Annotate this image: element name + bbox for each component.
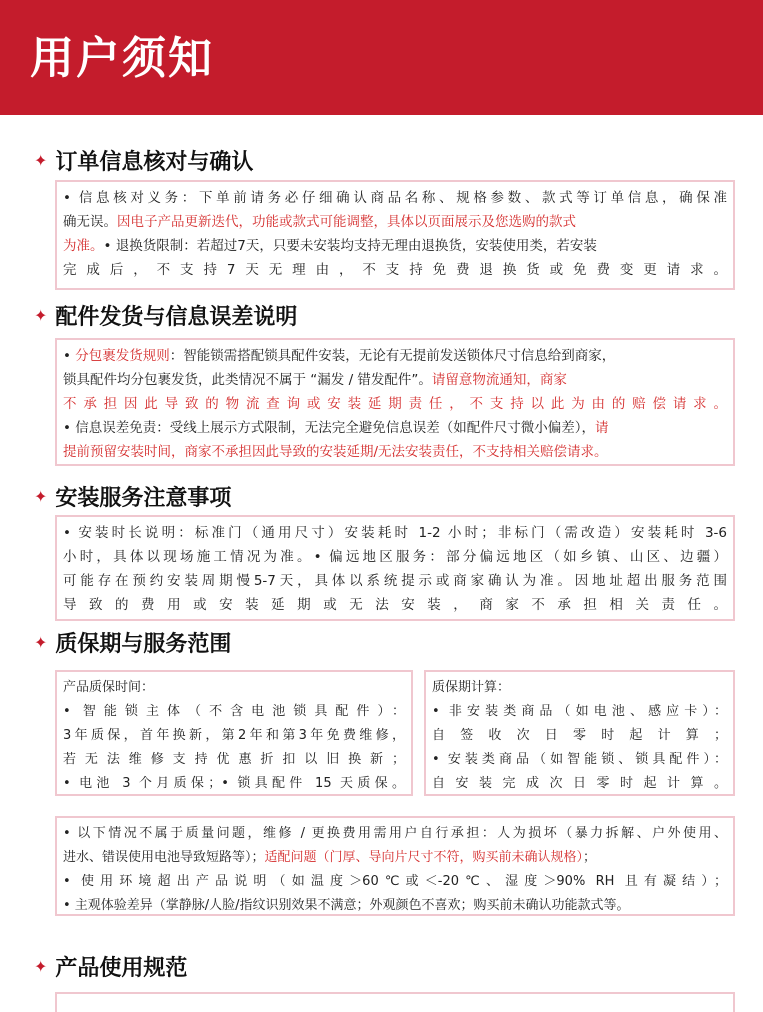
section-title: 产品使用规范: [55, 956, 188, 981]
exclusions-box: [55, 816, 735, 916]
text-line: 小时，具体以现场施工情况为准。• 偏远地区服务：部分偏远地区（如乡镇、山区、边疆）: [63, 549, 727, 565]
sparkle-icon: ✦: [34, 957, 48, 976]
section-title: 安装服务注意事项: [55, 486, 232, 511]
section-title: 质保期与服务范围: [55, 632, 232, 657]
text-line: 不承担因此导致的物流查询或安装延期责任，不支持以此为由的赔偿请求。: [63, 396, 727, 412]
section-heading-order: [34, 145, 253, 176]
install-info-box: [55, 515, 735, 621]
header-banner: [0, 0, 763, 115]
warranty-period-box: [55, 670, 413, 796]
sparkle-icon: ✦: [34, 633, 48, 652]
section-heading-parts: [34, 300, 297, 331]
text-line: 自签收次日零时起计算；: [432, 728, 727, 743]
text-line: • 安装类商品（如智能锁、锁具配件）：: [432, 752, 727, 767]
text-line: • 非安装类商品（如电池、感应卡）：: [432, 704, 727, 719]
text-line: 质保期计算：: [432, 680, 511, 695]
order-info-box: [55, 180, 735, 290]
text-line: 导致的费用或安装延期或无法安装，商家不承担相关责任。: [63, 597, 727, 613]
text-line: 产品质保时间：: [63, 680, 155, 695]
text-line: 自安装完成次日零时起计算。: [432, 776, 727, 791]
section-title: 订单信息核对与确认: [55, 150, 254, 175]
sparkle-icon: ✦: [34, 151, 48, 170]
text-line: 3年质保，首年换新，第2年和第3年免费维修，: [63, 728, 405, 743]
section-heading-install: [34, 481, 231, 512]
text-line: • 信息核对义务：下单前请务必仔细确认商品名称、规格参数、款式等订单信息，确保准: [63, 190, 727, 206]
text-line: • 以下情况不属于质量问题，维修 / 更换费用需用户自行承担：人为损坏（暴力拆解、户外使用、: [63, 826, 727, 841]
sparkle-icon: ✦: [34, 306, 48, 325]
text-line: 确无误。因电子产品更新迭代，功能或款式可能调整，具体以页面展示及您选购的款式: [63, 214, 576, 230]
text-line: • 信息误差免责：受线上展示方式限制，无法完全避免信息误差（如配件尺寸微小偏差），请: [63, 420, 609, 436]
text-line: 为准。• 退换货限制：若超过7天，只要未安装均支持无理由退换货，安装使用类，若安装: [63, 238, 597, 254]
text-line: 进水、错误使用电池导致短路等）；适配问题（门厚、导向片尺寸不符，购买前未确认规格）；: [63, 850, 597, 865]
text-line: 可能存在预约安装周期慢5-7天，具体以系统提示或商家确认为准。因地址超出服务范围: [63, 573, 727, 589]
sparkle-icon: ✦: [34, 487, 48, 506]
text-line: • 智能锁主体（不含电池锁具配件）：: [63, 704, 405, 719]
warranty-calc-box: [424, 670, 735, 796]
usage-box: [55, 992, 735, 1012]
text-line: • 使用环境超出产品说明（如温度＞60℃或＜-20℃、湿度＞90% RH 且有凝结）；: [63, 874, 727, 889]
section-heading-usage: [34, 951, 187, 982]
section-title: 配件发货与信息误差说明: [55, 305, 298, 330]
text-line: • 分包裹发货规则：智能锁需搭配锁具配件安装，无论有无提前发送锁体尺寸信息给到商家，: [63, 348, 616, 364]
page-title: 用户须知: [30, 33, 214, 84]
text-line: 提前预留安装时间，商家不承担因此导致的安装延期/无法安装责任，不支持相关赔偿请求。: [63, 444, 608, 460]
text-line: 锁具配件均分包裹发货，此类情况不属于 “漏发 / 错发配件”。请留意物流通知，商家: [63, 372, 567, 388]
text-line: • 安装时长说明：标准门（通用尺寸）安装耗时 1-2 小时；非标门（需改造）安装耗时 3-6: [63, 525, 727, 541]
text-line: 若无法维修支持优惠折扣以旧换新；: [63, 752, 405, 767]
text-line: • 主观体验差异（掌静脉/人脸/指纹识别效果不满意；外观颜色不喜欢；购买前未确认功能款式等。: [63, 898, 630, 913]
text-line: 完成后，不支持7天无理由，不支持免费退换货或免费变更请求。: [63, 262, 727, 278]
parts-info-box: [55, 338, 735, 466]
text-line: • 电池 3 个月质保；• 锁具配件 15 天质保。: [63, 776, 405, 791]
section-heading-warranty: [34, 627, 231, 658]
